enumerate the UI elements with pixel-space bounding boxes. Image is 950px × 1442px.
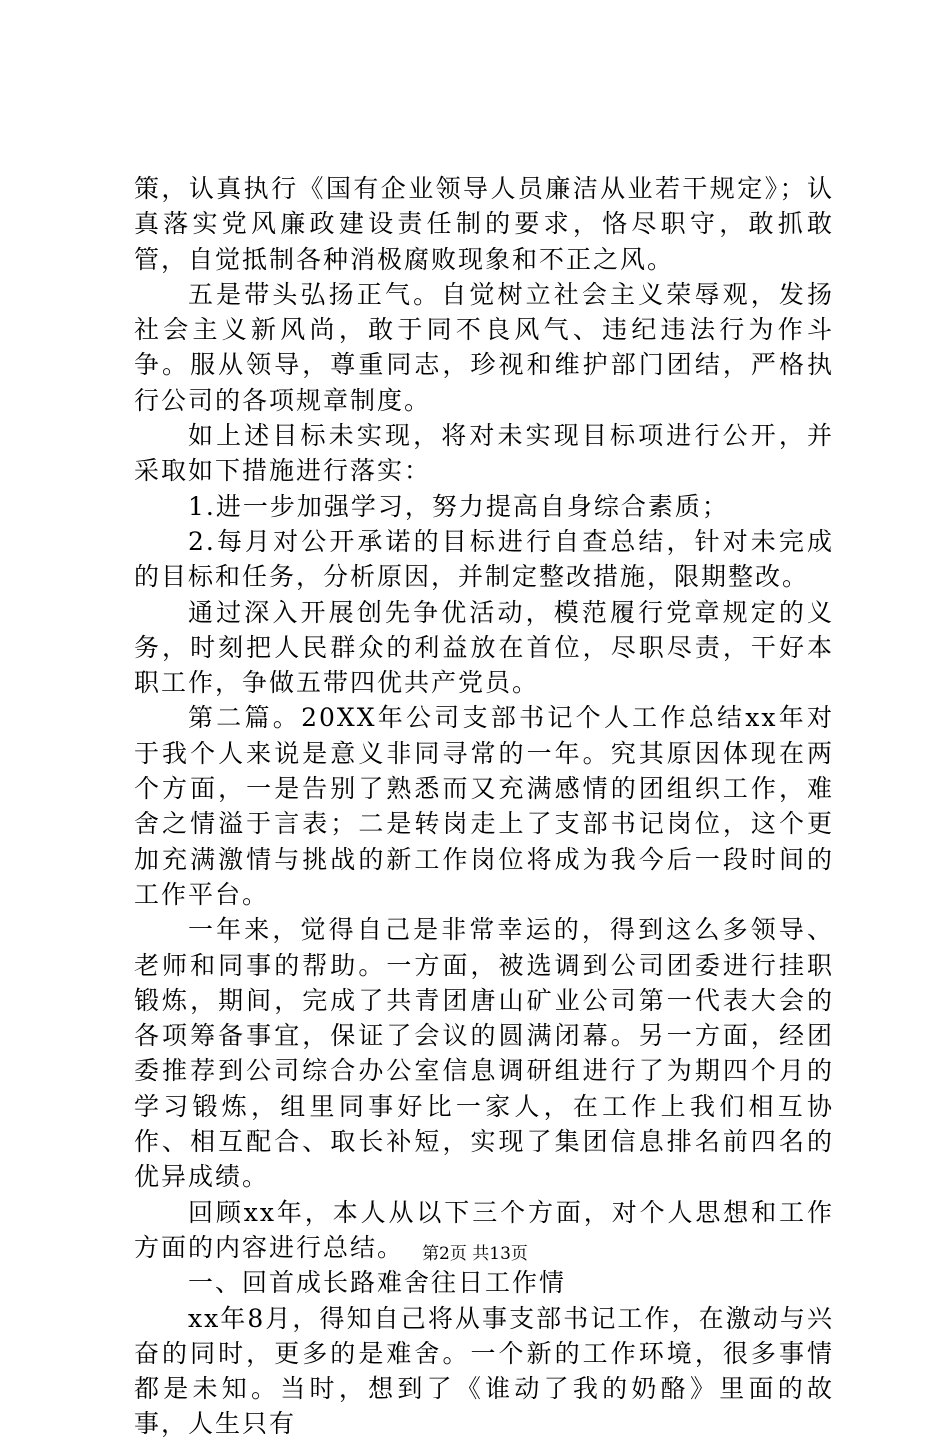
paragraph: 一年来，觉得自己是非常幸运的，得到这么多领导、老师和同事的帮助。一方面，被选调到公司团委进行挂职锻炼，期间，完成了共青团唐山矿业公司第一代表大会的各项筹备事宜，保证了会议的圆满闭幕。另一方面，经团委推荐到公司综合办公室信息调研组进行了为期四个月的学习锻炼，组里同事好比一家人，在工作上我们相互协作、相互配合、取长补短，实现了集团信息排名前四名的优异成绩。 [134,915,834,1192]
paragraph: 通过深入开展创先争优活动，模范履行党章规定的义务，时刻把人民群众的利益放在首位，尽职尽责，干好本职工作，争做五带四优共产党员。 [134,597,834,698]
paragraph: 五是带头弘扬正气。自觉树立社会主义荣辱观，发扬社会主义新风尚，敢于同不良风气、违纪违法行为作斗争。服从领导，尊重同志，珍视和维护部门团结，严格执行公司的各项规章制度。 [134,279,834,415]
list-item: 2.每月对公开承诺的目标进行自查总结，针对未完成的目标和任务，分析原因，并制定整改措施，限期整改。 [134,526,834,592]
list-item: 1.进一步加强学习，努力提高自身综合素质； [188,491,729,521]
paragraph: 如上述目标未实现，将对未实现目标项进行公开，并采取如下措施进行落实： [134,421,834,486]
paragraph-continuation: 策，认真执行《国有企业领导人员廉洁从业若干规定》；认真落实党风廉政建设责任制的要求，恪尽职守，敢抓敢管，自觉抵制各种消极腐败现象和不正之风。 [134,174,834,274]
paragraph: xx年8月，得知自己将从事支部书记工作，在激动与兴奋的同时，更多的是难舍。一个新的工作环境，很多事情都是未知。当时，想到了《谁动了我的奶酪》里面的故事，人生只有 [134,1303,834,1439]
page-footer: 第2页 共13页 [422,1244,528,1264]
section-heading: 一、回首成长路难舍往日工作情 [188,1268,567,1298]
paragraph: 回顾xx年，本人从以下三个方面，对个人思想和工作方面的内容进行总结。 [134,1197,834,1262]
paragraph: 第二篇。20XX年公司支部书记个人工作总结xx年对于我个人来说是意义非同寻常的一年。究其原因体现在两个方面，一是告别了熟悉而又充满感情的团组织工作，难舍之情溢于言表；二是转岗走上了支部书记岗位，这个更加充满激情与挑战的新工作岗位将成为我今后一段时间的工作平台。 [134,703,834,909]
